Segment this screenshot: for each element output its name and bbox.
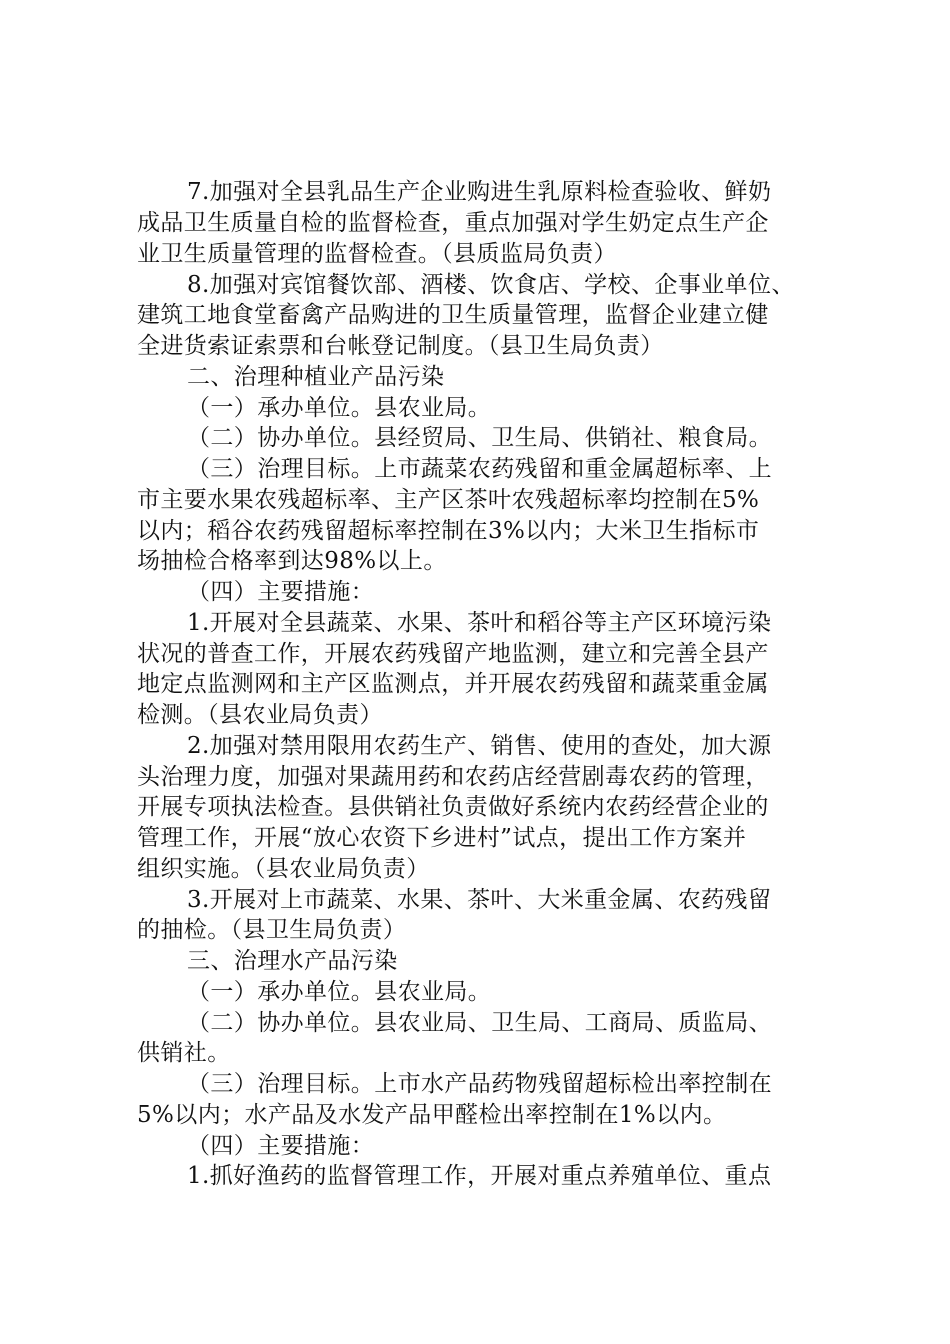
text-line: 1.开展对全县蔬菜、水果、茶叶和稻谷等主产区环境污染 [187,610,772,636]
text-line: （四）主要措施： [187,1133,375,1159]
text-line: 地定点监测网和主产区监测点，并开展农药残留和蔬菜重金属 [137,671,769,697]
text-line: 5%以内；水产品及水发产品甲醛检出率控制在1%以内。 [137,1102,727,1128]
text-line: 组织实施。（县农业局负责） [137,856,430,882]
text-line: 状况的普查工作，开展农药残留产地监测，建立和完善全县产 [137,641,769,667]
text-line: 以内；稻谷农药残留超标率控制在3%以内；大米卫生指标市 [137,518,760,544]
text-line: 7.加强对全县乳品生产企业购进生乳原料检查验收、鲜奶 [187,179,772,205]
text-line: （三）治理目标。上市水产品药物残留超标检出率控制在 [187,1071,772,1097]
text-line: 成品卫生质量自检的监督检查，重点加强对学生奶定点生产企 [137,210,769,236]
text-line: （一）承办单位。县农业局。 [187,395,492,421]
text-line: 管理工作，开展“放心农资下乡进村”试点，提出工作方案并 [137,825,747,851]
text-line: 场抽检合格率到达98%以上。 [137,548,447,574]
text-line: 检测。（县农业局负责） [137,702,383,728]
text-line: （三）治理目标。上市蔬菜农药残留和重金属超标率、上 [187,456,772,482]
text-line: 3.开展对上市蔬菜、水果、茶叶、大米重金属、农药残留 [187,887,772,913]
text-line: 全进货索证索票和台帐登记制度。（县卫生局负责） [137,333,664,359]
text-line: 的抽检。（县卫生局负责） [137,917,407,943]
text-line: 2.加强对禁用限用农药生产、销售、使用的查处，加大源 [187,733,772,759]
text-line: 业卫生质量管理的监督检查。（县质监局负责） [137,241,617,267]
text-line: 市主要水果农残超标率、主产区茶叶农残超标率均控制在5% [137,487,760,513]
text-line: 建筑工地食堂畜禽产品购进的卫生质量管理，监督企业建立健 [137,302,769,328]
section-heading: 二、治理种植业产品污染 [187,364,445,390]
text-line: 8.加强对宾馆餐饮部、酒楼、饮食店、学校、企事业单位、 [187,272,795,298]
text-line: （四）主要措施： [187,579,375,605]
section-heading: 三、治理水产品污染 [187,948,398,974]
text-line: 头治理力度，加强对果蔬用药和农药店经营剧毒农药的管理， [137,764,769,790]
text-line: 开展专项执法检查。县供销社负责做好系统内农药经营企业的 [137,794,769,820]
text-line: 1.抓好渔药的监督管理工作，开展对重点养殖单位、重点 [187,1163,772,1189]
text-line: （一）承办单位。县农业局。 [187,979,492,1005]
text-line: 供销社。 [137,1040,231,1066]
text-line: （二）协办单位。县经贸局、卫生局、供销社、粮食局。 [187,425,772,451]
text-line: （二）协办单位。县农业局、卫生局、工商局、质监局、 [187,1010,772,1036]
